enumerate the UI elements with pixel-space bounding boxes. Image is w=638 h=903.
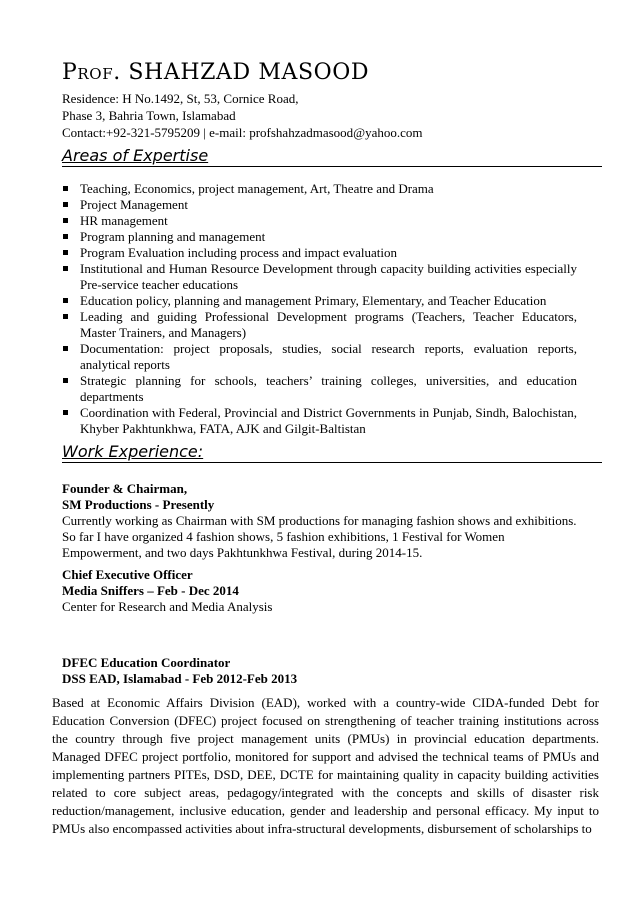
job-org: DSS EAD, Islamabad - Feb 2012-Feb 2013	[62, 671, 298, 686]
list-item: HR management	[62, 213, 577, 229]
square-bullet-icon	[63, 186, 68, 191]
square-bullet-icon	[63, 234, 68, 239]
job-dfec	[62, 655, 592, 687]
list-item: Leading and guiding Professional Development programs (Teachers, Teacher Educators, Master Trainers, and Managers)	[62, 309, 577, 341]
expertise-heading	[62, 146, 602, 167]
expertise-heading-text: Areas of Expertise	[62, 146, 209, 165]
work-heading-text: Work Experience:	[62, 442, 204, 461]
job-media-sniffers	[62, 567, 592, 615]
candidate-name	[62, 60, 369, 85]
job-desc-line: Center for Research and Media Analysis	[62, 599, 273, 614]
work-heading	[62, 442, 602, 463]
job-title: Founder & Chairman,	[62, 481, 188, 496]
square-bullet-icon	[63, 378, 68, 383]
square-bullet-icon	[63, 250, 68, 255]
residence-line: Residence: H No.1492, St, 53, Cornice Road,	[62, 91, 299, 106]
list-item: Project Management	[62, 197, 577, 213]
square-bullet-icon	[63, 202, 68, 207]
square-bullet-icon	[63, 266, 68, 271]
job-title: Chief Executive Officer	[62, 567, 193, 582]
expertise-list	[62, 181, 577, 437]
list-item: Coordination with Federal, Provincial and District Governments in Punjab, Sindh, Balochistan, Khyber Pakhtunkhwa, FATA, AJK and Gilgit-Baltistan	[62, 405, 577, 437]
list-item: Teaching, Economics, project management, Art, Theatre and Drama	[62, 181, 577, 197]
list-item: Education policy, planning and management Primary, Elementary, and Teacher Education	[62, 293, 577, 309]
square-bullet-icon	[63, 410, 68, 415]
job-dfec-description: Based at Economic Affairs Division (EAD), worked with a country-wide CIDA-funded Debt for Education Conversion (DFEC) project focused on strengthening of teacher training institutions across the country through five project management units (PMUs) in provincial education departments. Managed DFEC project portfolio, monitored for support and advised the technical teams of PMUs and implementing partners PITEs, DSD, DEE, DCTE for maintaining quality in capacity building activities related to core subject areas, pedagogy/integrated with the concepts and skills of disaster risk reduction/management, inclusive education, gender and leadership and personal efficacy. My input to PMUs also encompassed activities about infra-structural developments, disbursement of scholarships to	[52, 695, 599, 836]
job-sm-productions	[62, 481, 592, 561]
job-desc-line: So far I have organized 4 fashion shows, 5 fashion exhibitions, 1 Festival for Women	[62, 529, 505, 544]
list-item: Institutional and Human Resource Development through capacity building activities especially Pre-service teacher educations	[62, 261, 577, 293]
square-bullet-icon	[63, 298, 68, 303]
square-bullet-icon	[63, 218, 68, 223]
square-bullet-icon	[63, 314, 68, 319]
name-prefix: Prof.	[62, 60, 121, 85]
address-line: Phase 3, Bahria Town, Islamabad	[62, 108, 236, 123]
list-item: Program planning and management	[62, 229, 577, 245]
job-desc-line: Currently working as Chairman with SM productions for managing fashion shows and exhibitions.	[62, 513, 577, 528]
job-desc-line: Empowerment, and two days Pakhtunkhwa Festival, during 2014-15.	[62, 545, 423, 560]
job-org: SM Productions - Presently	[62, 497, 215, 512]
list-item: Strategic planning for schools, teachers’ training colleges, universities, and education departments	[62, 373, 577, 405]
square-bullet-icon	[63, 346, 68, 351]
list-item: Documentation: project proposals, studies, social research reports, evaluation reports, analytical reports	[62, 341, 577, 373]
contact-block	[62, 90, 423, 141]
job-title: DFEC Education Coordinator	[62, 655, 231, 670]
contact-line: Contact:+92-321-5795209 | e-mail: profshahzadmasood@yahoo.com	[62, 125, 423, 140]
job-org: Media Sniffers – Feb - Dec 2014	[62, 583, 239, 598]
name-text: SHAHZAD MASOOD	[128, 60, 370, 85]
list-item: Program Evaluation including process and impact evaluation	[62, 245, 577, 261]
